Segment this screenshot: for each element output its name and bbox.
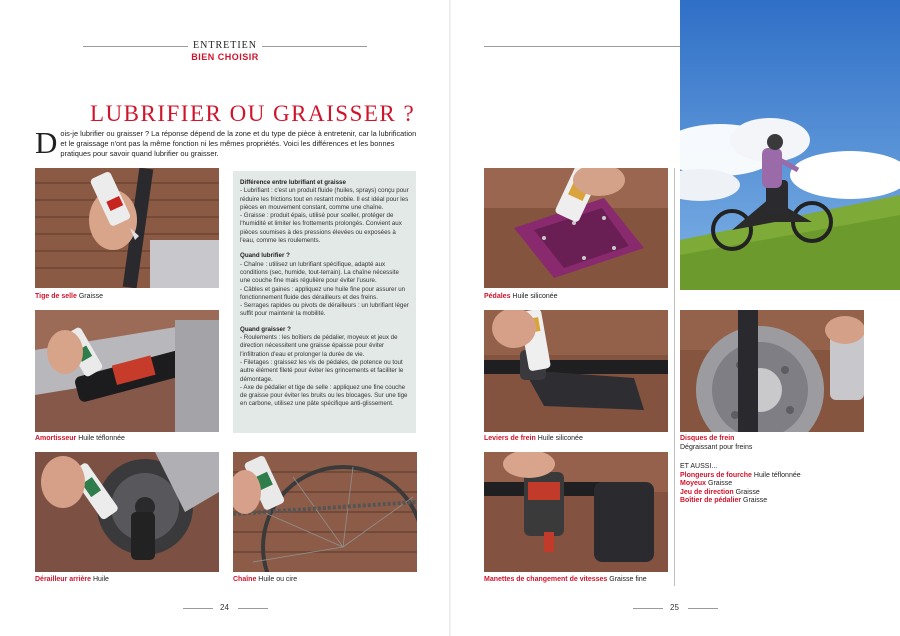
caption-label: Manettes de changement de vitesses <box>484 576 608 583</box>
info-box <box>233 171 416 433</box>
caption-derailleur <box>35 576 109 583</box>
caption-detail: Graisse <box>78 293 103 300</box>
photo-leviers-de-frein <box>484 310 668 432</box>
photo-tige-de-selle <box>35 168 219 288</box>
caption-label: Tige de selle <box>35 293 77 300</box>
box-text: - Graisse : produit épais, utilisé pour sceller, protéger de l'humidité et limiter les frottements prolongés. Convient aux pièces soumises à des pressions élevées ou exposées à l'eau, comme les roulements. <box>240 212 402 245</box>
caption-pedales <box>484 293 558 300</box>
item-detail: Huile téflonnée <box>753 471 801 479</box>
header-rule-left <box>83 46 188 47</box>
photo-pedales <box>484 168 668 288</box>
folio-rule <box>633 608 663 609</box>
box-heading-graisser: Quand graisser ? <box>240 325 291 333</box>
item-detail: Graisse <box>735 488 760 496</box>
box-text: - Roulements : les boîtiers de pédalier, moyeux et jeux de direction nécessitent une graisse épaisse pour éviter l'infiltration d'eau et prolonger la durée de vie. <box>240 334 398 358</box>
caption-label: Chaîne <box>233 576 257 583</box>
photo-vtt-descente <box>680 0 900 290</box>
et-aussi-list <box>680 463 801 506</box>
intro-text: ois-je lubrifier ou graisser ? La réponse dépend de la zone et du type de pièce à entretenir, car la lubrification et le graissage n'ont pas la même fonction ni les mêmes propriétés. Voici les différences et les bonnes pratiques pour savoir quand lubrifier ou graisser. <box>60 129 417 158</box>
drop-cap: D <box>35 125 58 160</box>
header-rule-page2 <box>484 46 680 47</box>
box-text: - Filetages : graissez les vis de pédales, de potence ou tout autre élément fileté pour éviter les grincements et faciliter le démontage. <box>240 358 404 383</box>
box-heading-lubrifier: Quand lubrifier ? <box>240 252 290 260</box>
item-label: Plongeurs de fourche <box>680 471 752 479</box>
list-item <box>680 497 801 506</box>
article-title: LUBRIFIER OU GRAISSER ? <box>90 101 416 126</box>
page-gutter <box>449 0 451 636</box>
caption-leviers <box>484 435 583 442</box>
item-detail: Graisse <box>708 480 733 488</box>
photo-amortisseur <box>35 310 219 432</box>
box-text: - Axe de pédalier et tige de selle : appliquez une fine couche de graisse pour éviter les bruits ou les blocages. Sur une tige en carbone, utilisez une pâte spécifique anti-glissement. <box>240 383 408 408</box>
caption-label: Disques de frein <box>680 435 735 442</box>
photo-manettes <box>484 452 668 572</box>
section-subtitle: BIEN CHOISIR <box>191 52 259 62</box>
caption-detail: Graisse fine <box>609 576 647 583</box>
folio-rule <box>238 608 268 609</box>
caption-label: Leviers de frein <box>484 435 536 442</box>
caption-tige-de-selle <box>35 293 103 300</box>
article-intro <box>35 125 420 160</box>
box-text: - Lubrifiant : c'est un produit fluide (huiles, sprays) conçu pour réduire les frictions tout en restant mobile. Il est idéal pour les pièces en mouvement constant, comme une chaîne. <box>240 187 409 211</box>
caption-label: Amortisseur <box>35 435 77 442</box>
item-label: Boîtier de pédalier <box>680 497 742 505</box>
folio-rule <box>688 608 718 609</box>
list-item <box>680 480 801 489</box>
column-divider <box>674 168 675 586</box>
photo-derailleur-arriere <box>35 452 219 572</box>
list-item <box>680 489 801 498</box>
caption-label: Dérailleur arrière <box>35 576 92 583</box>
photo-chaine <box>233 452 417 572</box>
caption-chaine <box>233 576 297 583</box>
box-text: - Chaîne : utilisez un lubrifiant spécifique, adapté aux conditions (sec, humide, tout-terrain). La chaîne nécessite une couche fine mais régulière pour éviter l'usure. <box>240 260 399 285</box>
caption-detail: Huile téflonnée <box>78 435 125 442</box>
item-label: Jeu de direction <box>680 488 734 496</box>
caption-detail: Dégraissant pour freins <box>680 443 753 451</box>
page-number-right: 25 <box>670 603 679 612</box>
caption-disques <box>680 435 752 452</box>
box-heading-difference: Différence entre lubrifiant et graisse <box>240 179 346 186</box>
caption-label: Pédales <box>484 293 511 300</box>
list-item <box>680 472 801 481</box>
photo-disques-de-frein <box>680 310 864 432</box>
section-title: ENTRETIEN <box>193 40 257 51</box>
et-aussi-heading: ET AUSSI... <box>680 463 718 470</box>
item-label: Moyeux <box>680 480 707 488</box>
caption-manettes <box>484 576 647 583</box>
folio-rule <box>183 608 213 609</box>
box-text: - Serrages rapides ou pivots de dérailleurs : un lubrifiant léger suffit pour maintenir la mobilité. <box>240 302 409 318</box>
caption-detail: Huile <box>93 576 109 583</box>
caption-detail: Huile siliconée <box>512 293 558 300</box>
caption-detail: Huile siliconée <box>537 435 583 442</box>
page-number-left: 24 <box>220 603 229 612</box>
header-rule-right <box>262 46 367 47</box>
caption-detail: Huile ou cire <box>258 576 298 583</box>
item-detail: Graisse <box>743 497 768 505</box>
box-text: - Câbles et gaines : appliquez une huile fine pour assurer un fonctionnement fluide des dérailleurs et des freins. <box>240 285 406 301</box>
caption-amortisseur <box>35 435 125 442</box>
